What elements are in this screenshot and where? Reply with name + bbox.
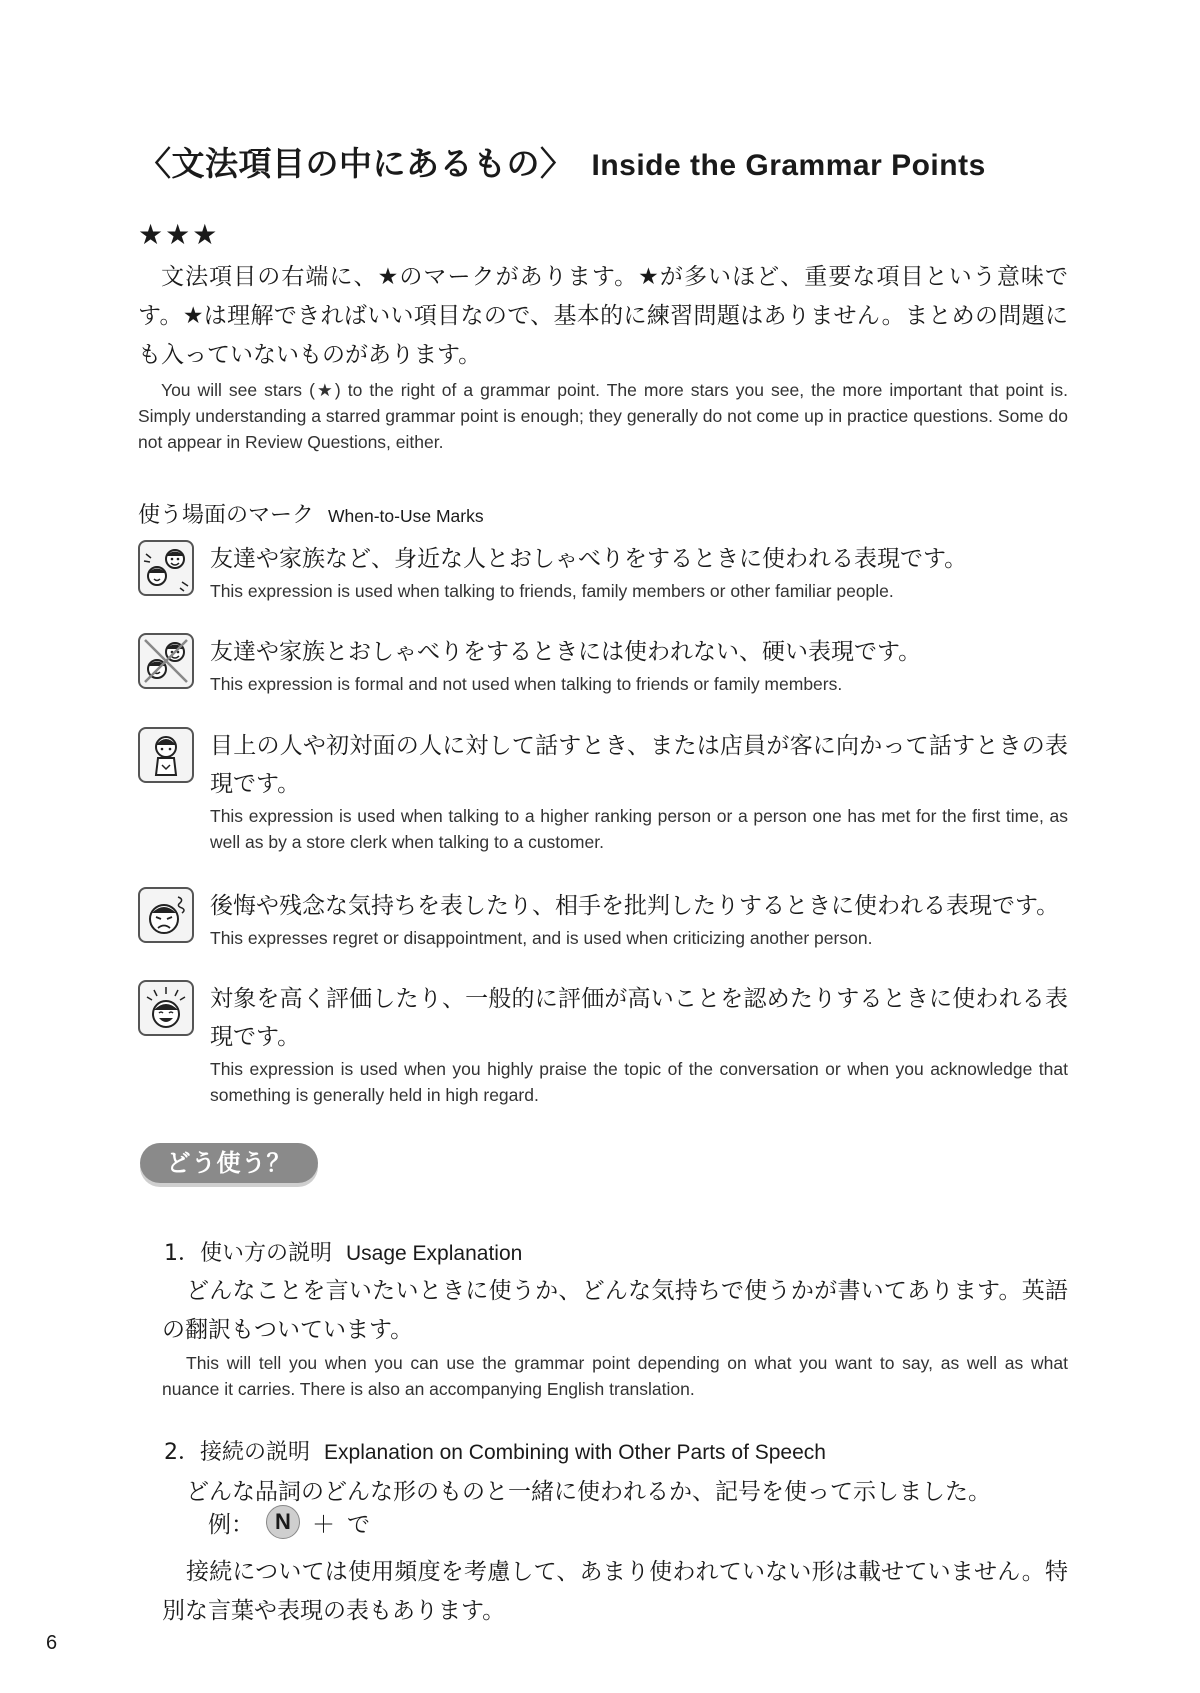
mark-praise-jp: 対象を高く評価したり、一般的に評価が高いことを認めたりするときに使われる表現です。 — [210, 986, 1068, 1050]
praise-face-icon — [138, 980, 194, 1036]
usage-explanation-heading — [164, 1236, 522, 1267]
usage-explanation-body — [162, 1272, 1068, 1402]
mark-polite-jp: 目上の人や初対面の人に対して話すとき、または店員が客に向かって話すときの表現です。 — [210, 733, 1068, 797]
page-title-jp: 〈文法項目の中にあるもの〉 — [138, 144, 574, 183]
item1-title-en: Usage Explanation — [346, 1242, 523, 1265]
mark-polite-en: This expression is used when talking to a higher ranking person or a person one has met for the first time, as well as by a store clerk when talking to a customer. — [210, 806, 1068, 852]
marks-heading-jp: 使う場面のマーク — [138, 503, 315, 528]
page-title — [138, 138, 1098, 185]
page-title-en: Inside the Grammar Points — [591, 149, 986, 182]
mark-casual-jp: 友達や家族など、身近な人とおしゃべりをするときに使われる表現です。 — [210, 546, 968, 572]
formal-talk-icon — [138, 633, 194, 689]
item2-title-jp: 接続の説明 — [200, 1440, 311, 1465]
item1-en: This will tell you when you can use the grammar point depending on what you want to say, as well as what nuance it carries. There is also an accompanying English translation. — [162, 1353, 1068, 1399]
example-label: 例： — [208, 1511, 254, 1538]
polite-bow-icon — [138, 727, 194, 783]
how-to-use-label: どう使う？ — [140, 1143, 318, 1183]
item1-jp: どんなことを言いたいときに使うか、どんな気持ちで使うかが書いてあります。英語の翻訳もついています。 — [162, 1278, 1068, 1343]
stars-explanation-en: You will see stars (★) to the right of a grammar point. The more stars you see, the more important that point is. Simply understanding a starred grammar point is enough; they generally do not come up in practice questions. Some do not appear in Review Questions, either. — [138, 380, 1068, 452]
item1-number: 1． — [164, 1241, 200, 1266]
stars-explanation-jp: 文法項目の右端に、★のマークがあります。★が多いほど、重要な項目という意味です。★は理解できればいい項目なので、基本的に練習問題はありません。まとめの問題にも入っていないものがあります。 — [138, 264, 1068, 368]
item2-title-en: Explanation on Combining with Other Parts of Speech — [324, 1441, 826, 1464]
mark-praise-en: This expression is used when you highly praise the topic of the conversation or when you acknowledge that something is generally held in high regard. — [210, 1059, 1068, 1105]
mark-regret-en: This expresses regret or disappointment, and is used when criticizing another person. — [210, 928, 873, 948]
noun-symbol: N — [266, 1505, 300, 1539]
regret-face-icon — [138, 887, 194, 943]
item1-title-jp: 使い方の説明 — [200, 1241, 333, 1266]
example-word: で — [347, 1511, 370, 1538]
page-number: 6 — [46, 1632, 58, 1654]
example-plus: ＋ — [312, 1511, 335, 1538]
mark-formal-jp: 友達や家族とおしゃべりをするときには使われない、硬い表現です。 — [210, 639, 922, 665]
marks-heading — [138, 498, 484, 529]
combining-explanation-note — [162, 1553, 1068, 1631]
casual-talk-icon — [138, 540, 194, 596]
item2-number: 2． — [164, 1440, 200, 1465]
combining-example — [208, 1505, 370, 1539]
combining-explanation-heading — [164, 1435, 826, 1466]
stars-heading: ★★★ — [138, 218, 220, 251]
item2-jp: どんな品詞のどんな形のものと一緒に使われるか、記号を使って示しました。 — [186, 1479, 991, 1505]
item2-jp2: 接続については使用頻度を考慮して、あまり使われていない形は載せていません。特別な言葉や表現の表もあります。 — [162, 1559, 1068, 1624]
marks-heading-en: When-to-Use Marks — [328, 506, 484, 526]
mark-formal-en: This expression is formal and not used when talking to friends or family members. — [210, 674, 843, 694]
stars-explanation — [138, 258, 1068, 455]
mark-regret-jp: 後悔や残念な気持ちを表したり、相手を批判したりするときに使われる表現です。 — [210, 893, 1060, 919]
mark-casual-en: This expression is used when talking to friends, family members or other familiar people. — [210, 581, 894, 601]
